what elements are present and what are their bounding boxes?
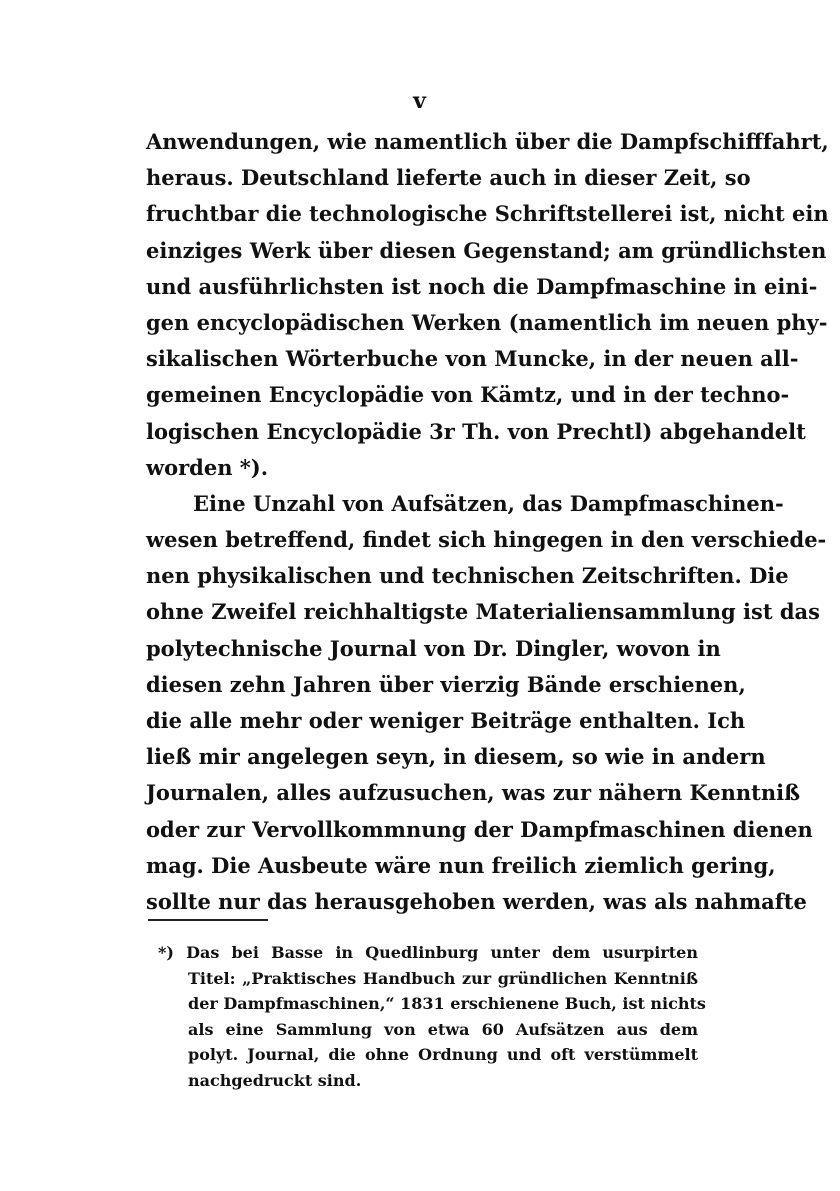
footnote-divider	[148, 919, 268, 921]
text-line: Eine Unzahl von Aufsätzen, das Dampfmaschinen-	[193, 490, 784, 516]
text-line: oder zur Vervollkommnung der Dampfmaschinen dienen	[146, 816, 813, 842]
text-line: wesen betreffend, findet sich hingegen in den verschiede-	[146, 527, 827, 553]
text-line: Anwendungen, wie namentlich über die Dampfschifffahrt,	[146, 129, 829, 154]
main-text	[146, 124, 829, 920]
footnote-line: nachgedruckt sind.	[188, 1070, 362, 1090]
footnote	[158, 940, 706, 1094]
text-line: fruchtbar die technologische Schriftstellerei ist, nicht ein	[146, 201, 829, 227]
footnote-line: polyt. Journal, die ohne Ordnung und oft verstümmelt	[188, 1045, 698, 1065]
text-line: die alle mehr oder weniger Beiträge enthalten. Ich	[146, 708, 746, 733]
text-line: ließ mir angelegen seyn, in diesem, so wie in andern	[146, 744, 766, 770]
text-line: gemeinen Encyclopädie von Kämtz, und in der techno-	[146, 382, 790, 408]
text-line: heraus. Deutschland lieferte auch in dieser Zeit, so	[146, 165, 751, 191]
text-line: einziges Werk über diesen Gegenstand; am gründlichsten	[146, 237, 827, 263]
footnote-line: der Dampfmaschinen,“ 1831 erschienene Buch, ist nichts	[188, 994, 706, 1014]
text-line: Journalen, alles aufzusuchen, was zur nähern Kenntniß	[146, 780, 801, 806]
text-line: logischen Encyclopädie 3r Th. von Prechtl) abgehandelt	[146, 418, 806, 444]
paragraph-2	[146, 486, 827, 920]
text-line: worden *).	[146, 454, 269, 480]
footnote-line: *) Das bei Basse in Quedlinburg unter dem usurpirten	[158, 943, 698, 962]
footnote-line: als eine Sammlung von etwa 60 Aufsätzen aus dem	[188, 1019, 698, 1039]
text-line: ohne Zweifel reichhaltigste Materialiensammlung ist das	[146, 599, 820, 625]
text-line: nen physikalischen und technischen Zeitschriften. Die	[146, 563, 789, 589]
text-line: diesen zehn Jahren über vierzig Bände erschienen,	[146, 671, 746, 697]
text-line: sollte nur das herausgehoben werden, was als nahmafte	[146, 888, 807, 914]
text-line: sikalischen Wörterbuche von Muncke, in der neuen all-	[146, 346, 799, 372]
paragraph-1	[146, 124, 829, 486]
page-number: v	[413, 88, 427, 114]
text-line: gen encyclopädischen Werken (namentlich im neuen phy-	[146, 309, 828, 335]
text-line: polytechnische Journal von Dr. Dingler, wovon in	[146, 635, 721, 661]
text-line: mag. Die Ausbeute wäre nun freilich ziemlich gering,	[146, 852, 776, 878]
footnote-line: Titel: „Praktisches Handbuch zur gründlichen Kenntniß	[188, 968, 698, 988]
text-line: und ausführlichsten ist noch die Dampfmaschine in eini-	[146, 273, 818, 299]
